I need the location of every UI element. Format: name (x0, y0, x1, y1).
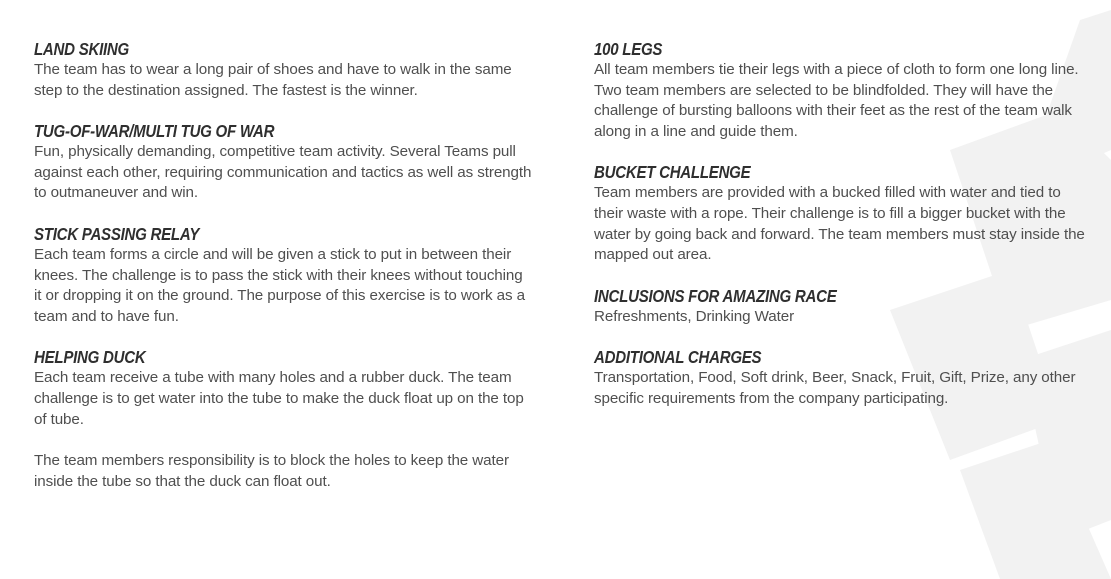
right-column (594, 38, 1089, 429)
section-stick-passing-relay (34, 223, 534, 327)
section-heading: HELPING DUCK (34, 347, 146, 368)
section-heading: INCLUSIONS FOR AMAZING RACE (594, 285, 837, 306)
section-heading: STICK PASSING RELAY (34, 223, 200, 244)
section-tug-of-war (34, 120, 534, 204)
section-text: Each team receive a tube with many holes and a rubber duck. The team challenge is to get water into the tube to make the duck float up on the top of tube. (34, 369, 524, 428)
section-heading: 100 LEGS (594, 39, 663, 59)
section-inclusions (594, 285, 1089, 328)
section-text: Fun, physically demanding, competitive team activity. Several Teams pull against each other, requiring communication and tactics as well as strength to outmaneuver and win. (34, 143, 532, 202)
left-column (34, 38, 534, 511)
section-text: Refreshments, Drinking Water (594, 307, 795, 325)
section-text: Each team forms a circle and will be given a stick to put in between their knees. The challenge is to pass the stick with their knees without touching it or dropping it on the ground. The purpose of this exercise is to work as a team and to have fun. (34, 245, 525, 325)
section-additional-charges (594, 346, 1089, 409)
section-text: Transportation, Food, Soft drink, Beer, Snack, Fruit, Gift, Prize, any other specific requirements from the company participating. (594, 369, 1076, 407)
section-heading: TUG-OF-WAR/MULTI TUG OF WAR (34, 121, 275, 142)
section-land-skiing (34, 38, 534, 101)
section-text: All team members tie their legs with a piece of cloth to form one long line. Two team members are selected to be blindfolded. They will have the challenge of bursting balloons with their feet as the rest of the team walk along in a line and guide them. (594, 61, 1079, 140)
section-text: Team members are provided with a bucked filled with water and tied to their waste with a rope. Their challenge is to fill a bigger bucket with the water by going back and forward. The team members must stay inside the mapped out area. (594, 184, 1085, 264)
section-helping-duck (34, 346, 534, 492)
section-heading: ADDITIONAL CHARGES (594, 347, 762, 368)
section-100-legs (594, 38, 1089, 142)
section-text: The team has to wear a long pair of shoes and have to walk in the same step to the destination assigned. The fastest is the winner. (34, 61, 512, 99)
section-heading: LAND SKIING (34, 39, 129, 59)
section-heading: BUCKET CHALLENGE (594, 162, 751, 183)
section-bucket-challenge (594, 161, 1089, 265)
section-text-second: The team members responsibility is to block the holes to keep the water inside the tube so that the duck can float out. (34, 452, 509, 490)
